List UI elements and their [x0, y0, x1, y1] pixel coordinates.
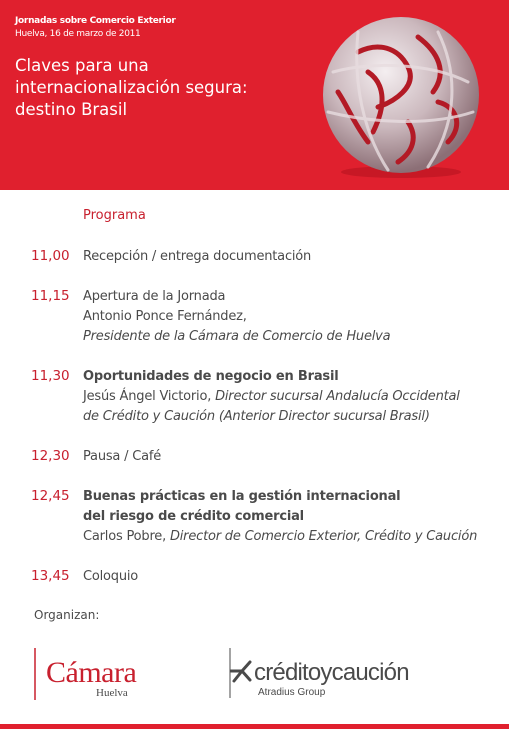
speaker-role: Director sucursal Andalucía Occidental — [211, 389, 460, 404]
event-place-date: Huelva, 16 de marzo de 2011 — [15, 29, 141, 39]
asterisk-icon — [231, 662, 250, 681]
time-label: 12,30 — [31, 448, 70, 464]
agenda-item-text: Pausa / Café — [83, 449, 162, 464]
globe-image — [298, 12, 498, 182]
agenda-item-text: Apertura de la Jornada — [83, 289, 226, 304]
credito-logo-text: créditoycaución — [254, 659, 409, 686]
speaker-name: Jesús Ángel Victorio, — [83, 389, 212, 404]
title-line: Claves para una — [15, 56, 149, 75]
speaker-name: Antonio Ponce Fernández, — [83, 309, 247, 324]
camara-logo-sub: Huelva — [96, 687, 128, 699]
camara-logo-text: Cámara — [46, 656, 137, 689]
title-line: internacionalización segura: — [15, 78, 248, 97]
bottom-bar — [0, 724, 509, 729]
program-heading: Programa — [83, 208, 146, 223]
speaker-role: de Crédito y Caución (Anterior Director sucursal Brasil) — [83, 409, 430, 424]
speaker-role: Presidente de la Cámara de Comercio de Huelva — [83, 329, 391, 344]
organizers-label: Organizan: — [34, 608, 100, 622]
time-label: 11,00 — [31, 248, 70, 264]
event-name: Jornadas sobre Comercio Exterior — [15, 16, 176, 26]
speaker-line — [83, 389, 460, 404]
agenda-item-text: Recepción / entrega documentación — [83, 249, 312, 264]
time-label: 11,15 — [31, 288, 70, 304]
agenda-item-text: Coloquio — [83, 569, 139, 584]
speaker-name: Carlos Pobre, — [83, 529, 167, 544]
camara-logo — [34, 648, 194, 700]
speaker-line — [83, 529, 477, 544]
time-label: 12,45 — [31, 488, 70, 504]
agenda-item-title: Oportunidades de negocio en Brasil — [83, 369, 339, 384]
page-title — [15, 55, 285, 121]
time-label: 11,30 — [31, 368, 70, 384]
credito-caucion-logo — [228, 648, 468, 700]
speaker-role: Director de Comercio Exterior, Crédito y Caución — [166, 529, 478, 544]
header-banner — [0, 0, 509, 190]
title-line: destino Brasil — [15, 100, 128, 119]
credito-logo-sub: Atradius Group — [258, 687, 326, 698]
time-label: 13,45 — [31, 568, 70, 584]
agenda-item-title: del riesgo de crédito comercial — [83, 509, 304, 524]
agenda-item-title: Buenas prácticas en la gestión internacional — [83, 489, 401, 504]
